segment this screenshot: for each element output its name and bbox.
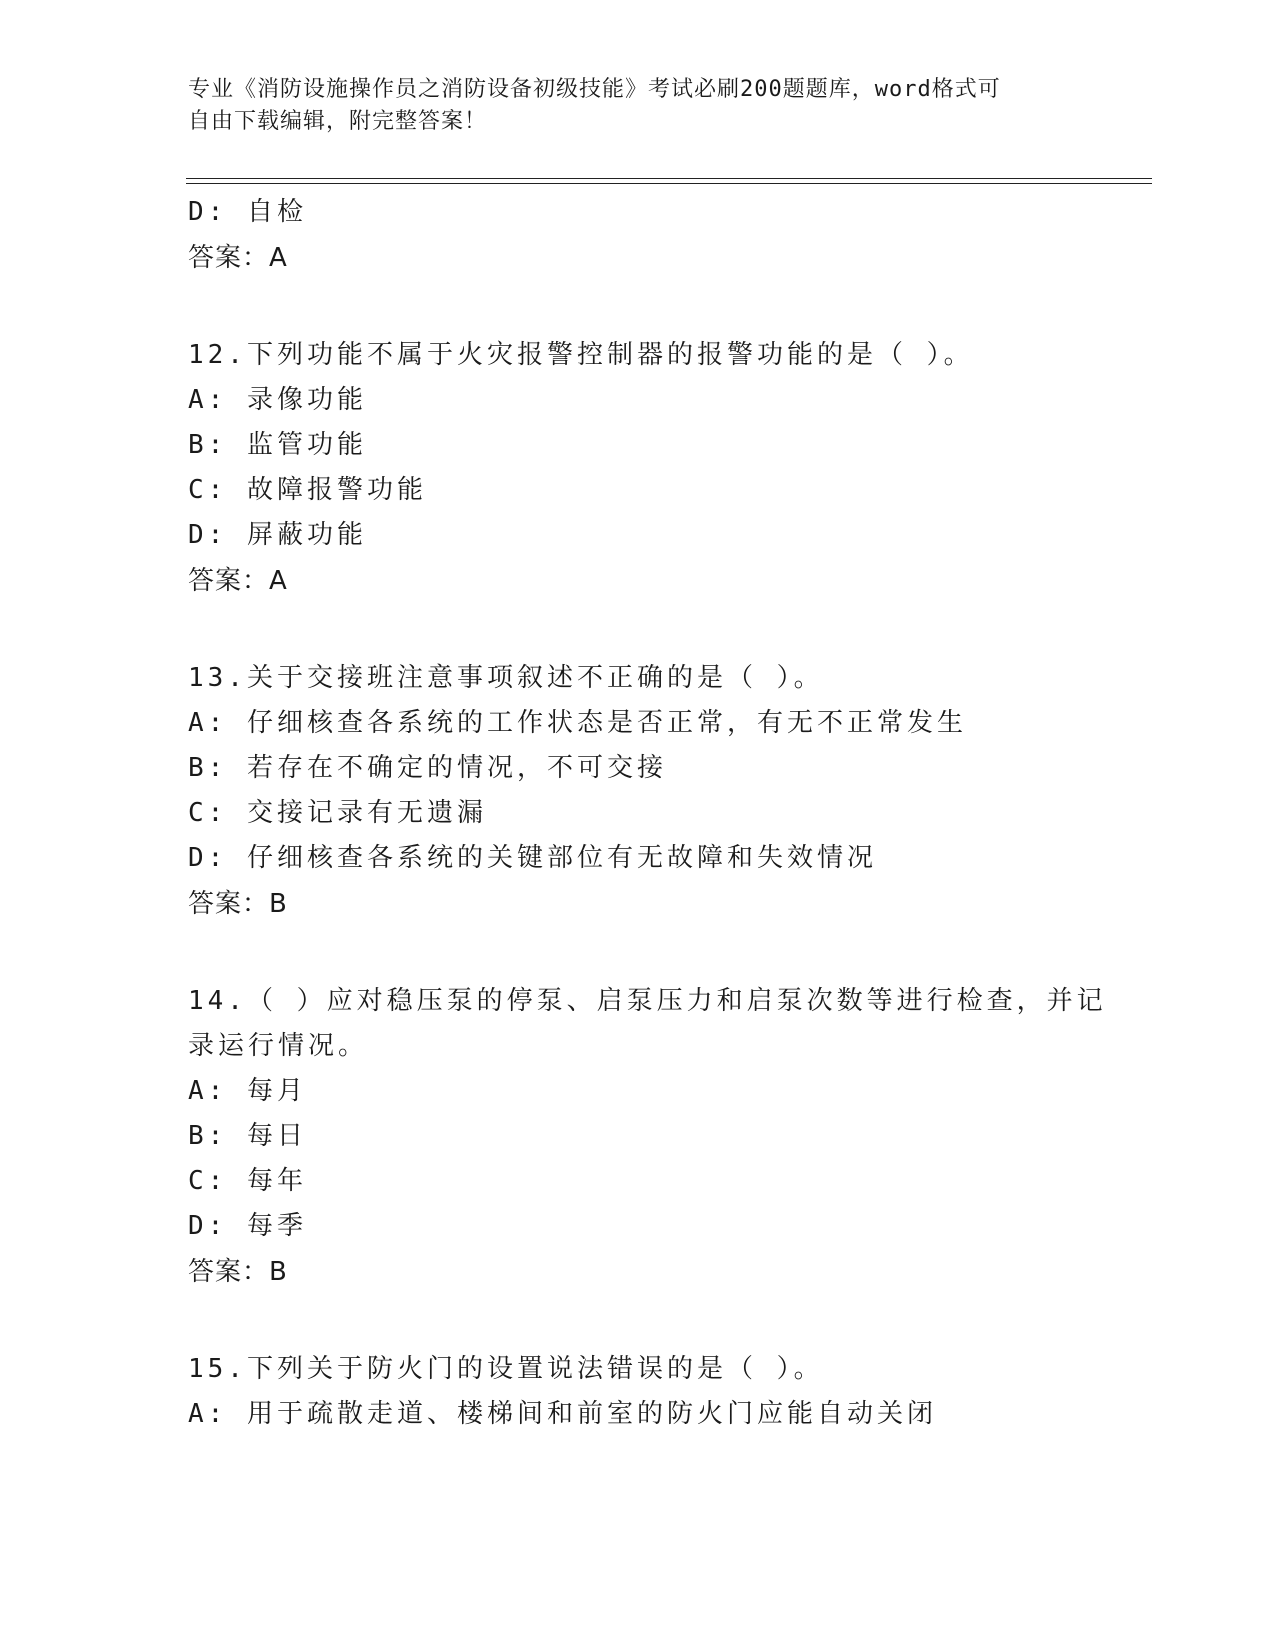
question-stem: 13.关于交接班注意事项叙述不正确的是（ ）。 (188, 663, 824, 693)
question-stem: 12.下列功能不属于火灾报警控制器的报警功能的是（ ）。 (188, 340, 974, 370)
answer-line: 答案：B (188, 1257, 288, 1287)
option-d: D: 自检 (188, 197, 307, 227)
question-12 (188, 333, 1088, 604)
header-divider-top (186, 178, 1152, 179)
question-stem-line-1: 14.（ ）应对稳压泵的停泵、启泵压力和启泵次数等进行检查，并记 (188, 986, 1107, 1016)
page-header (188, 74, 1068, 138)
question-stem: 15.下列关于防火门的设置说法错误的是（ ）。 (188, 1354, 824, 1384)
option-d: D: 每季 (188, 1211, 307, 1241)
option-a: A: 仔细核查各系统的工作状态是否正常，有无不正常发生 (188, 708, 967, 738)
option-c: C: 交接记录有无遗漏 (188, 798, 487, 828)
option-d: D: 仔细核查各系统的关键部位有无故障和失效情况 (188, 843, 877, 873)
option-a: A: 用于疏散走道、楼梯间和前室的防火门应能自动关闭 (188, 1399, 937, 1429)
answer-line: 答案：A (188, 566, 288, 596)
header-divider-bottom (186, 183, 1152, 184)
header-title-line-2: 自由下载编辑，附完整答案！ (188, 109, 488, 134)
header-title-line-1: 专业《消防设施操作员之消防设备初级技能》考试必刷200题题库，word格式可 (188, 77, 1001, 102)
option-a: A: 每月 (188, 1076, 307, 1106)
question-list (188, 190, 1107, 1437)
option-b: B: 监管功能 (188, 430, 367, 460)
option-d: D: 屏蔽功能 (188, 520, 367, 550)
question-15 (188, 1347, 1088, 1437)
question-14 (188, 979, 1107, 1295)
question-stem-line-2: 录运行情况。 (188, 1031, 369, 1061)
option-b: B: 若存在不确定的情况，不可交接 (188, 753, 667, 783)
option-c: C: 故障报警功能 (188, 475, 427, 505)
option-b: B: 每日 (188, 1121, 307, 1151)
question-13 (188, 656, 1088, 927)
answer-line: 答案：A (188, 243, 288, 273)
answer-line: 答案：B (188, 889, 288, 919)
option-c: C: 每年 (188, 1166, 307, 1196)
option-a: A: 录像功能 (188, 385, 367, 415)
